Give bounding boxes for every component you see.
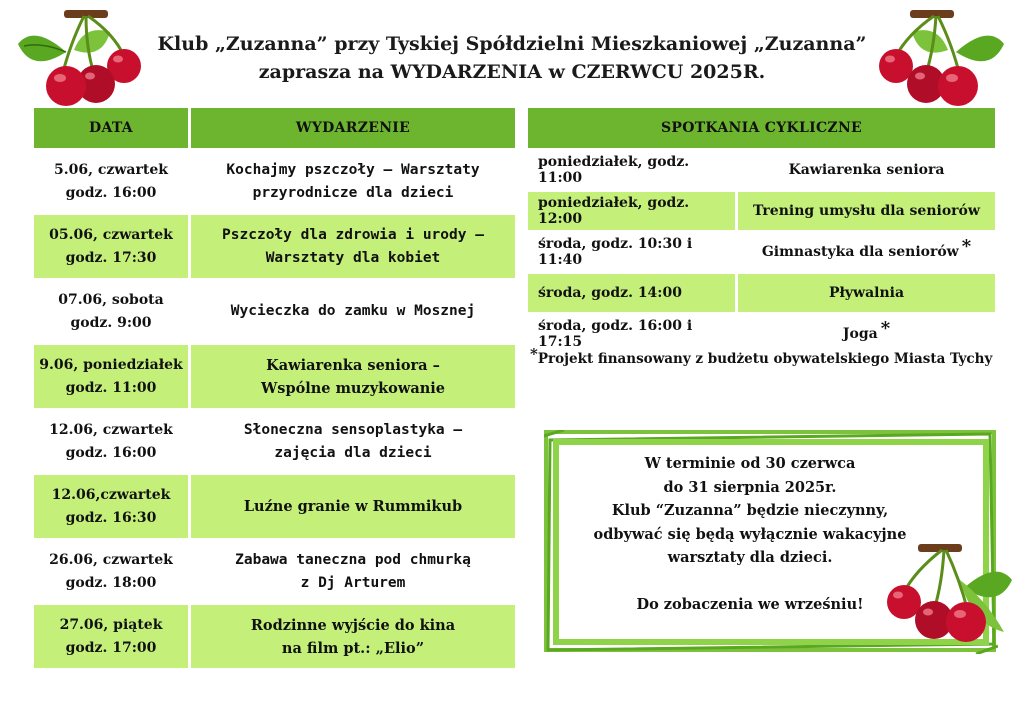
meeting-time: środa, godz. 16:00 i 17:15 [538, 318, 693, 350]
meeting-name: Joga * [842, 317, 891, 342]
cyclic-meetings-header: SPOTKANIA CYKLICZNE [528, 108, 995, 148]
meeting-time: poniedziałek, godz. 11:00 [538, 154, 690, 186]
table-row [528, 233, 995, 271]
events-table-header [34, 108, 515, 148]
table-row [528, 192, 995, 230]
table-row [34, 345, 515, 408]
meeting-name: Pływalnia [738, 274, 995, 312]
table-row [34, 280, 515, 343]
table-row [528, 151, 995, 189]
events-table [34, 108, 515, 668]
title-line-2: zaprasza na WYDARZENIA w CZERWCU 2025R. [258, 61, 766, 83]
event-name: Luźne granie w Rummikub [191, 475, 515, 538]
table-row [528, 274, 995, 312]
meeting-name: Trening umysłu dla seniorów [738, 192, 995, 230]
funding-note [530, 345, 1000, 367]
cherry-icon [868, 4, 1008, 114]
cyclic-meetings-table [528, 108, 995, 353]
event-name: Kawiarenka seniora – Wspólne muzykowanie [191, 345, 515, 408]
meeting-time: środa, godz. 10:30 i 11:40 [538, 236, 693, 268]
meeting-name: Kawiarenka seniora [788, 162, 945, 178]
event-date: 12.06, czwartek godz. 16:00 [49, 421, 173, 461]
footnote-star: * [530, 345, 538, 363]
event-date: 9.06, poniedziałek godz. 11:00 [34, 345, 188, 408]
table-row [34, 150, 515, 213]
meeting-time: środa, godz. 14:00 [528, 274, 735, 312]
event-name: Wycieczka do zamku w Mosznej [230, 303, 476, 319]
event-date: 26.06, czwartek godz. 18:00 [49, 551, 173, 591]
table-row [34, 215, 515, 278]
event-date: 05.06, czwartek godz. 17:30 [34, 215, 188, 278]
column-header-date: DATA [34, 108, 188, 148]
column-header-event: WYDARZENIE [191, 108, 515, 148]
title-line-1: Klub „Zuzanna” przy Tyskiej Spółdzielni Mieszkaniowej „Zuzanna” [157, 33, 867, 55]
table-row [34, 540, 515, 603]
table-row [34, 605, 515, 668]
meeting-time: poniedziałek, godz. 12:00 [528, 192, 735, 230]
event-date: 27.06, piątek godz. 17:00 [34, 605, 188, 668]
closure-notice: W terminie od 30 czerwca do 31 sierpnia 2025r. Klub “Zuzanna” będzie nieczynny, odbywać się będą wyłącznie wakacyjne warsztaty dla dzieci. Do zobaczenia we wrześniu! [593, 455, 907, 613]
event-name: Kochajmy pszczoły – Warsztaty przyrodnicze dla dzieci [226, 161, 480, 201]
cherry-icon [876, 540, 1016, 650]
cherry-icon [14, 4, 154, 114]
event-name: Zabawa taneczna pod chmurką z Dj Arturem [235, 551, 471, 591]
event-date: 5.06, czwartek godz. 16:00 [54, 161, 168, 201]
event-name: Pszczoły dla zdrowia i urody – Warsztaty dla kobiet [191, 215, 515, 278]
event-date: 12.06,czwartek godz. 16:30 [34, 475, 188, 538]
event-date: 07.06, sobota godz. 9:00 [58, 291, 164, 331]
meeting-name: Gimnastyka dla seniorów * [761, 235, 972, 260]
footnote-star: * [880, 317, 891, 339]
funding-note-text: Projekt finansowany z budżetu obywatelskiego Miasta Tychy [537, 351, 993, 367]
table-row [34, 410, 515, 473]
table-row [34, 475, 515, 538]
event-name: Słoneczna sensoplastyka – zajęcia dla dzieci [243, 421, 463, 461]
footnote-star: * [961, 235, 972, 257]
page-title [140, 30, 884, 86]
table-row [528, 315, 995, 353]
event-name: Rodzinne wyjście do kina na film pt.: „Elio” [191, 605, 515, 668]
